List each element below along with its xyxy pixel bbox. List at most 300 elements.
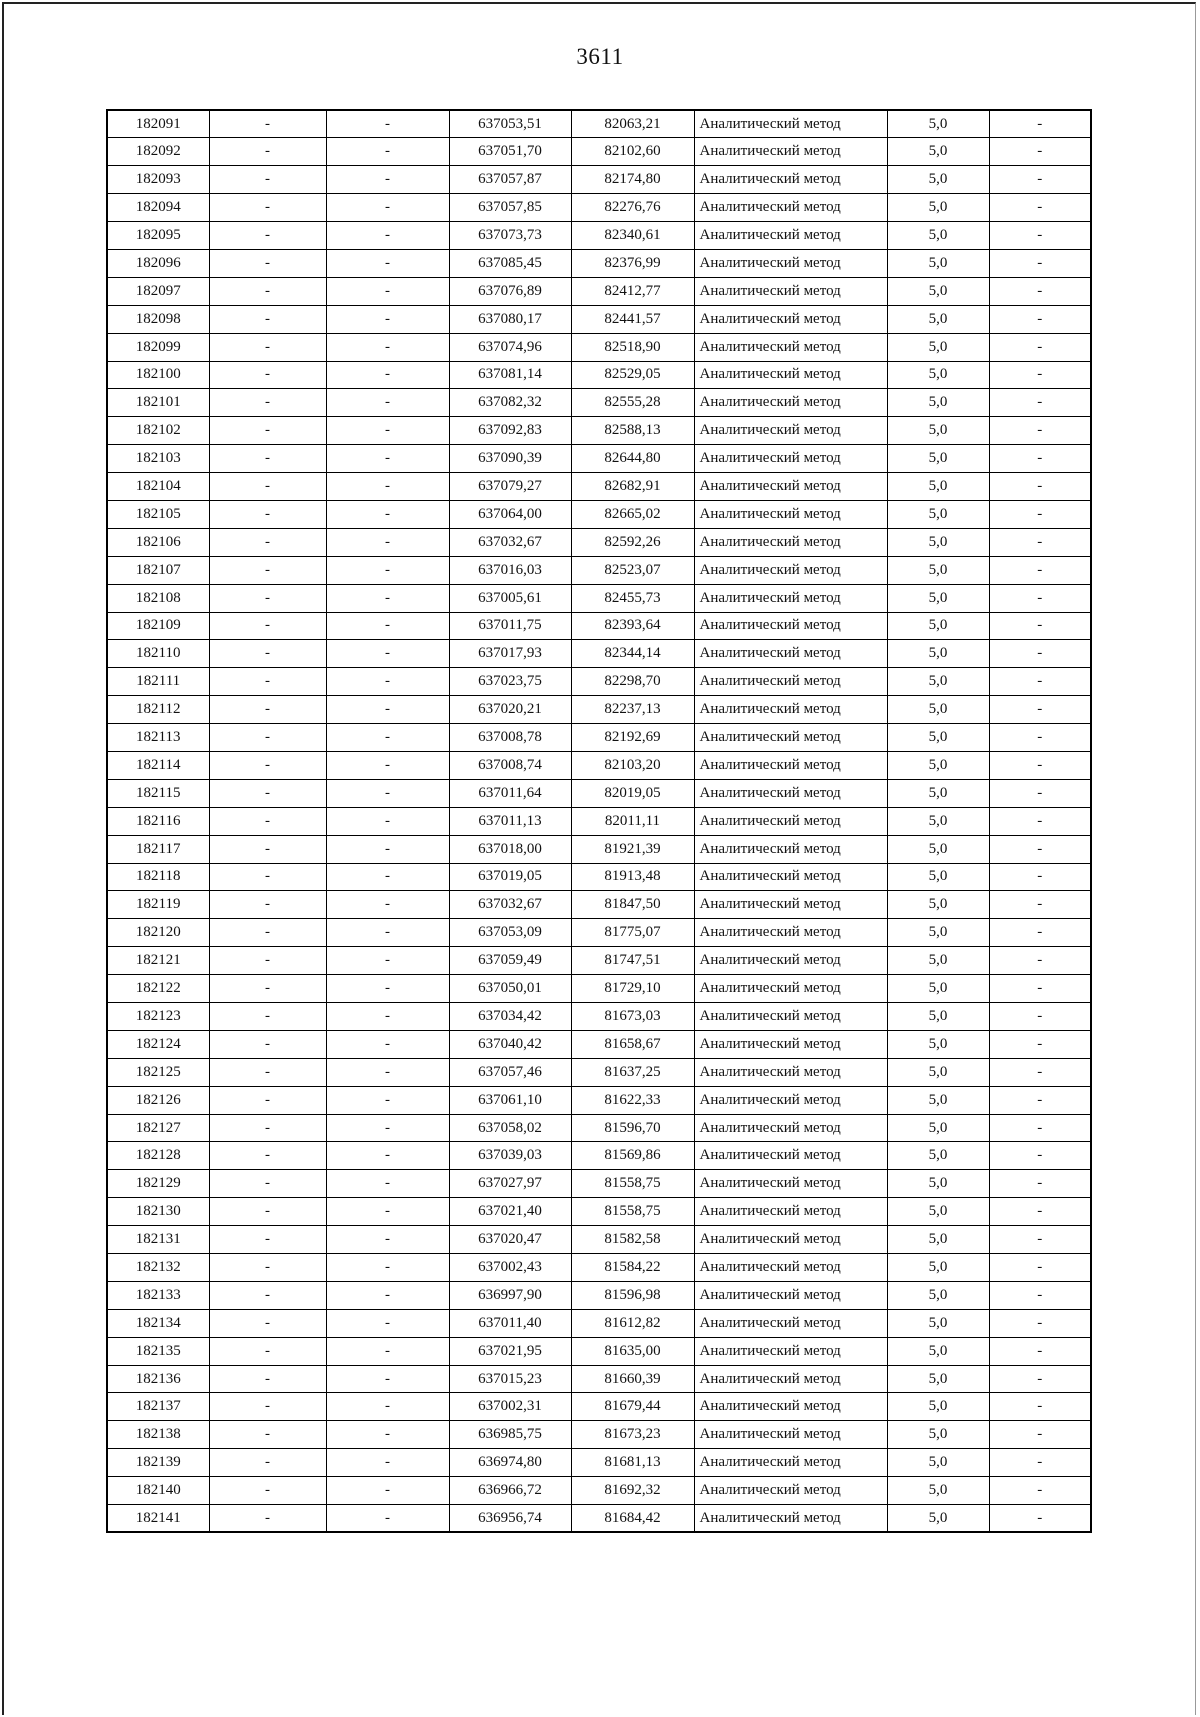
accuracy-cell: 5,0: [887, 1505, 989, 1533]
method-cell: Аналитический метод: [694, 277, 887, 305]
point-number-cell: 182103: [107, 445, 209, 473]
accuracy-cell: 5,0: [887, 1477, 989, 1505]
y-coordinate-cell: 81660,39: [571, 1365, 694, 1393]
point-number-cell: 182106: [107, 528, 209, 556]
y-coordinate-cell: 82682,91: [571, 473, 694, 501]
col3-cell: -: [326, 389, 449, 417]
col8-cell: -: [989, 556, 1091, 584]
point-number-cell: 182130: [107, 1198, 209, 1226]
point-number-cell: 182107: [107, 556, 209, 584]
point-number-cell: 182101: [107, 389, 209, 417]
y-coordinate-cell: 82412,77: [571, 277, 694, 305]
table-row: [107, 333, 1091, 361]
col8-cell: -: [989, 1309, 1091, 1337]
y-coordinate-cell: 82174,80: [571, 166, 694, 194]
table-row: [107, 445, 1091, 473]
col8-cell: -: [989, 417, 1091, 445]
x-coordinate-cell: 637002,31: [449, 1393, 571, 1421]
y-coordinate-cell: 82393,64: [571, 612, 694, 640]
col2-cell: -: [209, 473, 326, 501]
col3-cell: -: [326, 668, 449, 696]
y-coordinate-cell: 82588,13: [571, 417, 694, 445]
x-coordinate-cell: 637061,10: [449, 1086, 571, 1114]
accuracy-cell: 5,0: [887, 556, 989, 584]
point-number-cell: 182139: [107, 1449, 209, 1477]
x-coordinate-cell: 637032,67: [449, 528, 571, 556]
col2-cell: -: [209, 751, 326, 779]
point-number-cell: 182123: [107, 1003, 209, 1031]
col8-cell: -: [989, 1030, 1091, 1058]
x-coordinate-cell: 637040,42: [449, 1030, 571, 1058]
y-coordinate-cell: 81582,58: [571, 1226, 694, 1254]
accuracy-cell: 5,0: [887, 919, 989, 947]
method-cell: Аналитический метод: [694, 1170, 887, 1198]
x-coordinate-cell: 637008,78: [449, 724, 571, 752]
accuracy-cell: 5,0: [887, 751, 989, 779]
col3-cell: -: [326, 779, 449, 807]
col8-cell: -: [989, 1170, 1091, 1198]
point-number-cell: 182135: [107, 1337, 209, 1365]
accuracy-cell: 5,0: [887, 528, 989, 556]
point-number-cell: 182118: [107, 863, 209, 891]
table-row: [107, 110, 1091, 138]
table-row: [107, 696, 1091, 724]
col8-cell: -: [989, 361, 1091, 389]
col3-cell: -: [326, 1393, 449, 1421]
y-coordinate-cell: 81637,25: [571, 1058, 694, 1086]
col3-cell: -: [326, 863, 449, 891]
col8-cell: -: [989, 1058, 1091, 1086]
accuracy-cell: 5,0: [887, 612, 989, 640]
col2-cell: -: [209, 1254, 326, 1282]
table-row: [107, 1226, 1091, 1254]
col8-cell: -: [989, 1421, 1091, 1449]
table-row: [107, 361, 1091, 389]
point-number-cell: 182140: [107, 1477, 209, 1505]
method-cell: Аналитический метод: [694, 166, 887, 194]
accuracy-cell: 5,0: [887, 249, 989, 277]
x-coordinate-cell: 637057,87: [449, 166, 571, 194]
col2-cell: -: [209, 1030, 326, 1058]
x-coordinate-cell: 636974,80: [449, 1449, 571, 1477]
x-coordinate-cell: 636985,75: [449, 1421, 571, 1449]
method-cell: Аналитический метод: [694, 640, 887, 668]
col3-cell: -: [326, 751, 449, 779]
col2-cell: -: [209, 417, 326, 445]
table-row: [107, 417, 1091, 445]
col2-cell: -: [209, 1393, 326, 1421]
col2-cell: -: [209, 389, 326, 417]
point-number-cell: 182108: [107, 584, 209, 612]
col3-cell: -: [326, 528, 449, 556]
point-number-cell: 182109: [107, 612, 209, 640]
y-coordinate-cell: 82276,76: [571, 194, 694, 222]
method-cell: Аналитический метод: [694, 138, 887, 166]
y-coordinate-cell: 82340,61: [571, 222, 694, 250]
accuracy-cell: 5,0: [887, 1142, 989, 1170]
y-coordinate-cell: 82376,99: [571, 249, 694, 277]
table-row: [107, 1421, 1091, 1449]
col2-cell: -: [209, 110, 326, 138]
x-coordinate-cell: 637023,75: [449, 668, 571, 696]
point-number-cell: 182100: [107, 361, 209, 389]
method-cell: Аналитический метод: [694, 1030, 887, 1058]
col8-cell: -: [989, 138, 1091, 166]
accuracy-cell: 5,0: [887, 1365, 989, 1393]
x-coordinate-cell: 637080,17: [449, 305, 571, 333]
x-coordinate-cell: 637039,03: [449, 1142, 571, 1170]
y-coordinate-cell: 81635,00: [571, 1337, 694, 1365]
x-coordinate-cell: 637076,89: [449, 277, 571, 305]
point-number-cell: 182114: [107, 751, 209, 779]
x-coordinate-cell: 637058,02: [449, 1114, 571, 1142]
method-cell: Аналитический метод: [694, 751, 887, 779]
col8-cell: -: [989, 1337, 1091, 1365]
col2-cell: -: [209, 668, 326, 696]
col8-cell: -: [989, 947, 1091, 975]
y-coordinate-cell: 82063,21: [571, 110, 694, 138]
col2-cell: -: [209, 919, 326, 947]
col3-cell: -: [326, 696, 449, 724]
x-coordinate-cell: 637064,00: [449, 500, 571, 528]
point-number-cell: 182132: [107, 1254, 209, 1282]
accuracy-cell: 5,0: [887, 1170, 989, 1198]
y-coordinate-cell: 81612,82: [571, 1309, 694, 1337]
table-row: [107, 1477, 1091, 1505]
col3-cell: -: [326, 724, 449, 752]
table-row: [107, 1393, 1091, 1421]
table-row: [107, 779, 1091, 807]
col2-cell: -: [209, 584, 326, 612]
table-row: [107, 473, 1091, 501]
col3-cell: -: [326, 919, 449, 947]
accuracy-cell: 5,0: [887, 724, 989, 752]
table-row: [107, 668, 1091, 696]
col3-cell: -: [326, 473, 449, 501]
col2-cell: -: [209, 1449, 326, 1477]
x-coordinate-cell: 637005,61: [449, 584, 571, 612]
table-row: [107, 1449, 1091, 1477]
col3-cell: -: [326, 249, 449, 277]
table-row: [107, 863, 1091, 891]
table-row: [107, 1281, 1091, 1309]
point-number-cell: 182127: [107, 1114, 209, 1142]
point-number-cell: 182091: [107, 110, 209, 138]
col3-cell: -: [326, 1142, 449, 1170]
col3-cell: -: [326, 1030, 449, 1058]
table-row: [107, 612, 1091, 640]
col2-cell: -: [209, 696, 326, 724]
point-number-cell: 182137: [107, 1393, 209, 1421]
method-cell: Аналитический метод: [694, 975, 887, 1003]
col8-cell: -: [989, 1477, 1091, 1505]
method-cell: Аналитический метод: [694, 194, 887, 222]
accuracy-cell: 5,0: [887, 1254, 989, 1282]
table-row: [107, 1505, 1091, 1533]
accuracy-cell: 5,0: [887, 696, 989, 724]
y-coordinate-cell: 82592,26: [571, 528, 694, 556]
point-number-cell: 182122: [107, 975, 209, 1003]
point-number-cell: 182096: [107, 249, 209, 277]
table-row: [107, 389, 1091, 417]
table-row: [107, 1030, 1091, 1058]
table-row: [107, 584, 1091, 612]
col3-cell: -: [326, 1003, 449, 1031]
col8-cell: -: [989, 333, 1091, 361]
accuracy-cell: 5,0: [887, 1003, 989, 1031]
col2-cell: -: [209, 835, 326, 863]
col2-cell: -: [209, 891, 326, 919]
accuracy-cell: 5,0: [887, 333, 989, 361]
point-number-cell: 182124: [107, 1030, 209, 1058]
y-coordinate-cell: 81729,10: [571, 975, 694, 1003]
accuracy-cell: 5,0: [887, 277, 989, 305]
method-cell: Аналитический метод: [694, 835, 887, 863]
point-number-cell: 182134: [107, 1309, 209, 1337]
col3-cell: -: [326, 1421, 449, 1449]
table-row: [107, 500, 1091, 528]
col8-cell: -: [989, 110, 1091, 138]
coordinates-table: [106, 109, 1092, 1533]
col2-cell: -: [209, 1114, 326, 1142]
col3-cell: -: [326, 1309, 449, 1337]
col3-cell: -: [326, 1449, 449, 1477]
y-coordinate-cell: 81596,98: [571, 1281, 694, 1309]
accuracy-cell: 5,0: [887, 1198, 989, 1226]
col2-cell: -: [209, 361, 326, 389]
col8-cell: -: [989, 222, 1091, 250]
col3-cell: -: [326, 277, 449, 305]
x-coordinate-cell: 637090,39: [449, 445, 571, 473]
col3-cell: -: [326, 640, 449, 668]
col3-cell: -: [326, 1198, 449, 1226]
accuracy-cell: 5,0: [887, 1030, 989, 1058]
col8-cell: -: [989, 1086, 1091, 1114]
col8-cell: -: [989, 1393, 1091, 1421]
table-row: [107, 891, 1091, 919]
point-number-cell: 182128: [107, 1142, 209, 1170]
table-row: [107, 1254, 1091, 1282]
x-coordinate-cell: 637074,96: [449, 333, 571, 361]
accuracy-cell: 5,0: [887, 361, 989, 389]
table-row: [107, 751, 1091, 779]
col2-cell: -: [209, 1003, 326, 1031]
x-coordinate-cell: 637019,05: [449, 863, 571, 891]
col8-cell: -: [989, 1449, 1091, 1477]
col3-cell: -: [326, 807, 449, 835]
col8-cell: -: [989, 1365, 1091, 1393]
accuracy-cell: 5,0: [887, 1421, 989, 1449]
accuracy-cell: 5,0: [887, 863, 989, 891]
point-number-cell: 182133: [107, 1281, 209, 1309]
method-cell: Аналитический метод: [694, 584, 887, 612]
col3-cell: -: [326, 1254, 449, 1282]
table-row: [107, 556, 1091, 584]
method-cell: Аналитический метод: [694, 389, 887, 417]
y-coordinate-cell: 82529,05: [571, 361, 694, 389]
method-cell: Аналитический метод: [694, 1003, 887, 1031]
point-number-cell: 182097: [107, 277, 209, 305]
y-coordinate-cell: 82665,02: [571, 500, 694, 528]
col2-cell: -: [209, 500, 326, 528]
method-cell: Аналитический метод: [694, 1198, 887, 1226]
method-cell: Аналитический метод: [694, 919, 887, 947]
col2-cell: -: [209, 445, 326, 473]
col3-cell: -: [326, 584, 449, 612]
method-cell: Аналитический метод: [694, 1449, 887, 1477]
x-coordinate-cell: 637082,32: [449, 389, 571, 417]
table-row: [107, 1086, 1091, 1114]
x-coordinate-cell: 637027,97: [449, 1170, 571, 1198]
x-coordinate-cell: 637017,93: [449, 640, 571, 668]
col3-cell: -: [326, 556, 449, 584]
col8-cell: -: [989, 751, 1091, 779]
col8-cell: -: [989, 389, 1091, 417]
accuracy-cell: 5,0: [887, 445, 989, 473]
point-number-cell: 182093: [107, 166, 209, 194]
table-row: [107, 277, 1091, 305]
x-coordinate-cell: 637050,01: [449, 975, 571, 1003]
col8-cell: -: [989, 975, 1091, 1003]
accuracy-cell: 5,0: [887, 1337, 989, 1365]
col2-cell: -: [209, 556, 326, 584]
method-cell: Аналитический метод: [694, 612, 887, 640]
method-cell: Аналитический метод: [694, 1477, 887, 1505]
x-coordinate-cell: 636997,90: [449, 1281, 571, 1309]
accuracy-cell: 5,0: [887, 975, 989, 1003]
accuracy-cell: 5,0: [887, 1281, 989, 1309]
y-coordinate-cell: 81775,07: [571, 919, 694, 947]
method-cell: Аналитический метод: [694, 500, 887, 528]
x-coordinate-cell: 637002,43: [449, 1254, 571, 1282]
col8-cell: -: [989, 891, 1091, 919]
method-cell: Аналитический метод: [694, 1505, 887, 1533]
y-coordinate-cell: 82523,07: [571, 556, 694, 584]
col8-cell: -: [989, 249, 1091, 277]
method-cell: Аналитический метод: [694, 1114, 887, 1142]
table-row: [107, 1114, 1091, 1142]
x-coordinate-cell: 637032,67: [449, 891, 571, 919]
col8-cell: -: [989, 584, 1091, 612]
point-number-cell: 182115: [107, 779, 209, 807]
col8-cell: -: [989, 166, 1091, 194]
col3-cell: -: [326, 612, 449, 640]
table-row: [107, 919, 1091, 947]
col2-cell: -: [209, 249, 326, 277]
col2-cell: -: [209, 222, 326, 250]
table-row: [107, 1058, 1091, 1086]
x-coordinate-cell: 637057,46: [449, 1058, 571, 1086]
accuracy-cell: 5,0: [887, 584, 989, 612]
col3-cell: -: [326, 1281, 449, 1309]
accuracy-cell: 5,0: [887, 1114, 989, 1142]
method-cell: Аналитический метод: [694, 1142, 887, 1170]
point-number-cell: 182125: [107, 1058, 209, 1086]
col3-cell: -: [326, 975, 449, 1003]
table-row: [107, 640, 1091, 668]
col8-cell: -: [989, 1198, 1091, 1226]
method-cell: Аналитический метод: [694, 1421, 887, 1449]
point-number-cell: 182094: [107, 194, 209, 222]
col2-cell: -: [209, 1421, 326, 1449]
y-coordinate-cell: 81679,44: [571, 1393, 694, 1421]
method-cell: Аналитический метод: [694, 947, 887, 975]
col2-cell: -: [209, 138, 326, 166]
col8-cell: -: [989, 1281, 1091, 1309]
y-coordinate-cell: 82455,73: [571, 584, 694, 612]
y-coordinate-cell: 81558,75: [571, 1170, 694, 1198]
method-cell: Аналитический метод: [694, 305, 887, 333]
x-coordinate-cell: 637021,40: [449, 1198, 571, 1226]
method-cell: Аналитический метод: [694, 222, 887, 250]
col3-cell: -: [326, 110, 449, 138]
x-coordinate-cell: 637034,42: [449, 1003, 571, 1031]
method-cell: Аналитический метод: [694, 361, 887, 389]
x-coordinate-cell: 637057,85: [449, 194, 571, 222]
col2-cell: -: [209, 975, 326, 1003]
y-coordinate-cell: 81913,48: [571, 863, 694, 891]
x-coordinate-cell: 637081,14: [449, 361, 571, 389]
x-coordinate-cell: 637008,74: [449, 751, 571, 779]
y-coordinate-cell: 81622,33: [571, 1086, 694, 1114]
col2-cell: -: [209, 1337, 326, 1365]
col8-cell: -: [989, 779, 1091, 807]
point-number-cell: 182092: [107, 138, 209, 166]
table-row: [107, 305, 1091, 333]
table-row: [107, 194, 1091, 222]
table-row: [107, 528, 1091, 556]
x-coordinate-cell: 636966,72: [449, 1477, 571, 1505]
accuracy-cell: 5,0: [887, 668, 989, 696]
col8-cell: -: [989, 835, 1091, 863]
col3-cell: -: [326, 166, 449, 194]
x-coordinate-cell: 637085,45: [449, 249, 571, 277]
method-cell: Аналитический метод: [694, 668, 887, 696]
col3-cell: -: [326, 1365, 449, 1393]
col3-cell: -: [326, 1058, 449, 1086]
accuracy-cell: 5,0: [887, 138, 989, 166]
x-coordinate-cell: 637051,70: [449, 138, 571, 166]
method-cell: Аналитический метод: [694, 1393, 887, 1421]
point-number-cell: 182113: [107, 724, 209, 752]
method-cell: Аналитический метод: [694, 110, 887, 138]
col3-cell: -: [326, 194, 449, 222]
accuracy-cell: 5,0: [887, 305, 989, 333]
accuracy-cell: 5,0: [887, 417, 989, 445]
x-coordinate-cell: 637053,51: [449, 110, 571, 138]
x-coordinate-cell: 637011,64: [449, 779, 571, 807]
col2-cell: -: [209, 1170, 326, 1198]
method-cell: Аналитический метод: [694, 779, 887, 807]
point-number-cell: 182111: [107, 668, 209, 696]
y-coordinate-cell: 81684,42: [571, 1505, 694, 1533]
accuracy-cell: 5,0: [887, 835, 989, 863]
y-coordinate-cell: 81673,23: [571, 1421, 694, 1449]
table-row: [107, 166, 1091, 194]
method-cell: Аналитический метод: [694, 1309, 887, 1337]
col2-cell: -: [209, 1365, 326, 1393]
col2-cell: -: [209, 333, 326, 361]
accuracy-cell: 5,0: [887, 807, 989, 835]
col3-cell: -: [326, 1226, 449, 1254]
method-cell: Аналитический метод: [694, 1254, 887, 1282]
y-coordinate-cell: 82298,70: [571, 668, 694, 696]
point-number-cell: 182110: [107, 640, 209, 668]
col2-cell: -: [209, 1086, 326, 1114]
point-number-cell: 182131: [107, 1226, 209, 1254]
point-number-cell: 182104: [107, 473, 209, 501]
col3-cell: -: [326, 1477, 449, 1505]
